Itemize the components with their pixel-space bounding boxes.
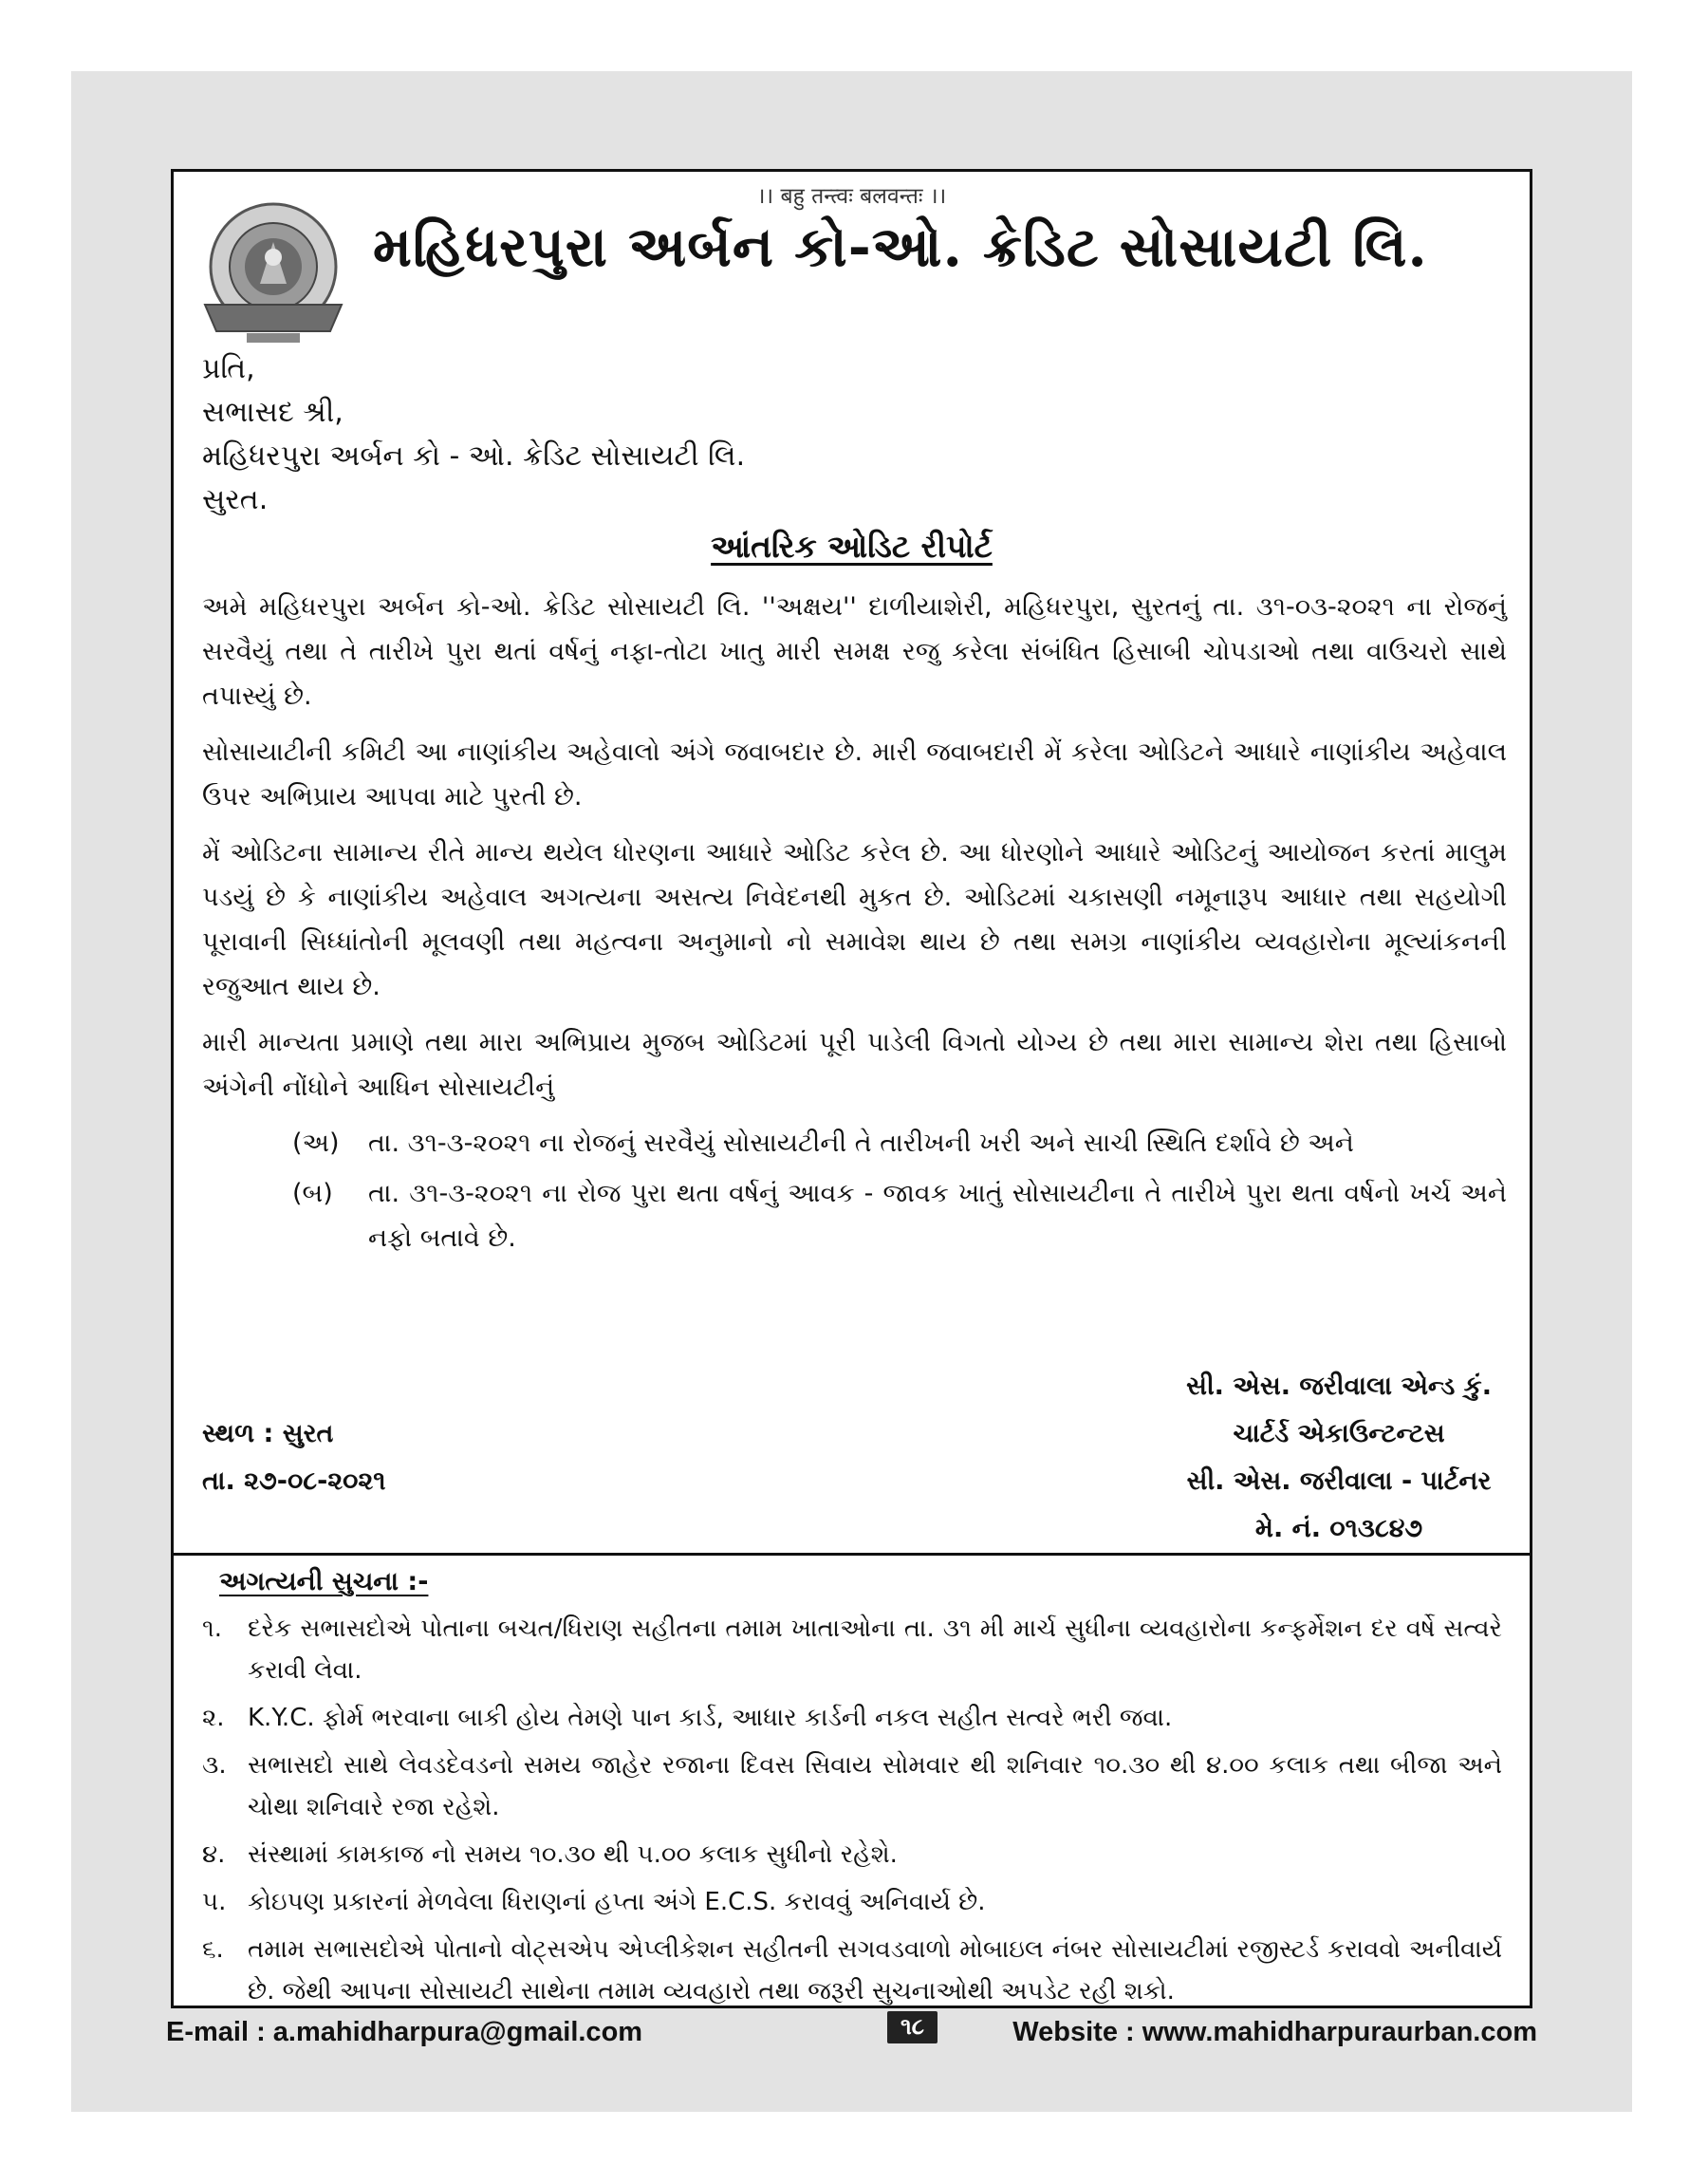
report-title: આંતરિક ઓડિટ રીપોર્ટ <box>711 528 993 565</box>
notice-number: ૨. <box>202 1704 225 1732</box>
notice-text: દરેક સભાસદોએ પોતાના બચત/ધિરાણ સહીતના તમામ ખાતાઓના તા. ૩૧ મી માર્ચ સુધીના વ્યવહારોના કન્ફર્મેશન દર વર્ષે સત્વરે કરાવી લેવા. <box>248 1614 1502 1685</box>
report-item-b <box>292 1171 1507 1260</box>
auditor-signature <box>1186 1363 1492 1553</box>
firm-name: સી. એસ. જરીવાલા એન્ડ કું. <box>1186 1371 1492 1401</box>
notice-text: તમામ સભાસદોએ પોતાનો વોટ્સએપ એપ્લીકેશન સહીતની સગવડવાળો મોબાઇલ નંબર સોસાયટીમાં રજીસ્ટર્ડ કરાવવો અનીવાર્ય છે. જેથી આપના સોસાયટી સાથેના તમામ વ્યવહારો તથા જરૂરી સુચનાઓથી અપડેટ રહી શકો. <box>248 1935 1502 2006</box>
footer-email[interactable]: E-mail : a.mahidharpura@gmail.com <box>166 2017 643 2047</box>
address-line: મહિધરપુરા અર્બન કો - ઓ. ક્રેડિટ સોસાયટી લિ. <box>202 439 746 473</box>
society-name: મહિધરપુરા અર્બન કો-ઓ. ક્રેડિટ સોસાયટી લિ. <box>373 215 1428 279</box>
item-text: તા. ૩૧-૩-૨૦૨૧ ના રોજ પુરા થતા વર્ષનું આવક - જાવક ખાતું સોસાયટીના તે તારીખે પુરા થતા વર્ષનો ખર્ચ અને નફો બતાવે છે. <box>368 1179 1507 1253</box>
notice-title: અગત્યની સુચના :- <box>219 1567 429 1596</box>
place-date <box>202 1410 386 1505</box>
item-marker: (બ) <box>292 1179 333 1208</box>
motto: ।। बहु तन्त्वः बलवन्तः ।। <box>756 184 947 209</box>
notice-item <box>202 1608 1502 1691</box>
notice-number: ૬. <box>202 1935 224 1964</box>
page-footer <box>166 2014 1537 2055</box>
report-item-a <box>292 1121 1507 1166</box>
item-text: તા. ૩૧-૩-૨૦૨૧ ના રોજનું સરવૈયું સોસાયટીની તે તારીખની ખરી અને સાચી સ્થિતિ દર્શાવે છે અને <box>368 1129 1354 1158</box>
partner-name: સી. એસ. જરીવાલા - પાર્ટનર <box>1186 1466 1492 1496</box>
notice-number: ૧. <box>202 1614 223 1643</box>
section-divider <box>174 1553 1530 1556</box>
notice-number: ૩. <box>202 1751 227 1780</box>
notice-item <box>202 1881 1502 1923</box>
report-paragraph: અમે મહિધરપુરા અર્બન કો-ઓ. ક્રેડિટ સોસાયટી લિ. ''અક્ષય'' દાળીયાશેરી, મહિધરપુરા, સુરતનું તા. ૩૧-૦૩-૨૦૨૧ ના રોજનું સરવૈયું તથા તે તારીખે પુરા થતાં વર્ષનું નફા-તોટા ખાતુ મારી સમક્ષ રજુ કરેલા સંબંધિત હિસાબી ચોપડાઓ તથા વાઉચરો સાથે તપાસ્યું છે. <box>202 592 1507 711</box>
page-number: ૧૮ <box>887 2011 938 2043</box>
page-sheet <box>71 71 1632 2112</box>
notice-number: ૫. <box>202 1888 227 1916</box>
report-paragraph: મેં ઓડિટના સામાન્ય રીતે માન્ય થયેલ ધોરણના આધારે ઓડિટ કરેલ છે. આ ધોરણોને આધારે ઓડિટનું આયોજન કરતાં માલુમ પડયું છે કે નાણાંકીય અહેવાલ અગત્યના અસત્ય નિવેદનથી મુકત છે. ઓડિટમાં ચકાસણી નમૂનારૂપ આધાર તથા સહયોગી પૂરાવાની સિધ્ધાંતોની મૂલવણી તથા મહત્વના અનુમાનો નો સમાવેશ થાય છે તથા સમગ્ર નાણાંકીય વ્યવહારોના મૂલ્યાંકનની રજુઆત થાય છે. <box>202 838 1507 1001</box>
notice-item <box>202 1834 1502 1875</box>
report-paragraph: સોસાયાટીની કમિટી આ નાણાંકીય અહેવાલો અંગે જવાબદાર છે. મારી જવાબદારી મેં કરેલા ઓડિટને આધારે નાણાંકીય અહેવાલ ઉપર અભિપ્રાય આપવા માટે પુરતી છે. <box>202 737 1507 812</box>
report-paragraph: મારી માન્યતા પ્રમાણે તથા મારા અભિપ્રાય મુજબ ઓડિટમાં પૂરી પાડેલી વિગતો યોગ્ય છે તથા મારા સામાન્ય શેરા તથા હિસાબો અંગેની નોંધોને આધિન સોસાયટીનું <box>202 1028 1507 1102</box>
notice-text: સભાસદો સાથે લેવડદેવડનો સમય જાહેર રજાના દિવસ સિવાય સોમવાર થી શનિવાર ૧૦.૩૦ થી ૪.૦૦ કલાક તથા બીજા અને ચોથા શનિવારે રજા રહેશે. <box>248 1751 1502 1821</box>
place: સ્થળ : સુરત <box>202 1419 334 1448</box>
address-line: સુરત. <box>202 483 269 516</box>
notice-text: સંસ્થામાં કામકાજ નો સમય ૧૦.૩૦ થી ૫.૦૦ કલાક સુધીનો રહેશે. <box>248 1840 898 1869</box>
membership-number: મે. નં. ૦૧૩૮૪૭ <box>1254 1514 1423 1543</box>
notice-item <box>202 1745 1502 1828</box>
notice-text: K.Y.C. ફોર્મ ભરવાના બાકી હોય તેમણે પાન કાર્ડ, આધાર કાર્ડની નકલ સહીત સત્વરે ભરી જવા. <box>248 1704 1173 1732</box>
address-line: પ્રતિ, <box>202 352 255 385</box>
notice-item <box>202 1929 1502 2012</box>
notice-item <box>202 1697 1502 1739</box>
recipient-address <box>202 347 745 522</box>
society-seal-logo-icon <box>197 198 349 350</box>
notice-text: કોઇપણ પ્રકારનાં મેળવેલા ધિરાણનાં હપ્તા અંગે E.C.S. કરાવવું અનિવાર્ય છે. <box>248 1888 986 1916</box>
date: તા. ૨૭-૦૮-૨૦૨૧ <box>202 1466 386 1496</box>
item-marker: (અ) <box>292 1129 340 1158</box>
report-body <box>202 585 1507 1260</box>
letter-frame <box>171 169 1532 2008</box>
firm-designation: ચાર્ટર્ડ એકાઉન્ટન્ટસ <box>1233 1419 1445 1448</box>
address-line: સભાસદ શ્રી, <box>202 396 343 429</box>
footer-website[interactable]: Website : www.mahidharpuraurban.com <box>1012 2017 1537 2047</box>
notice-list <box>202 1608 1502 2018</box>
notice-number: ૪. <box>202 1840 226 1869</box>
